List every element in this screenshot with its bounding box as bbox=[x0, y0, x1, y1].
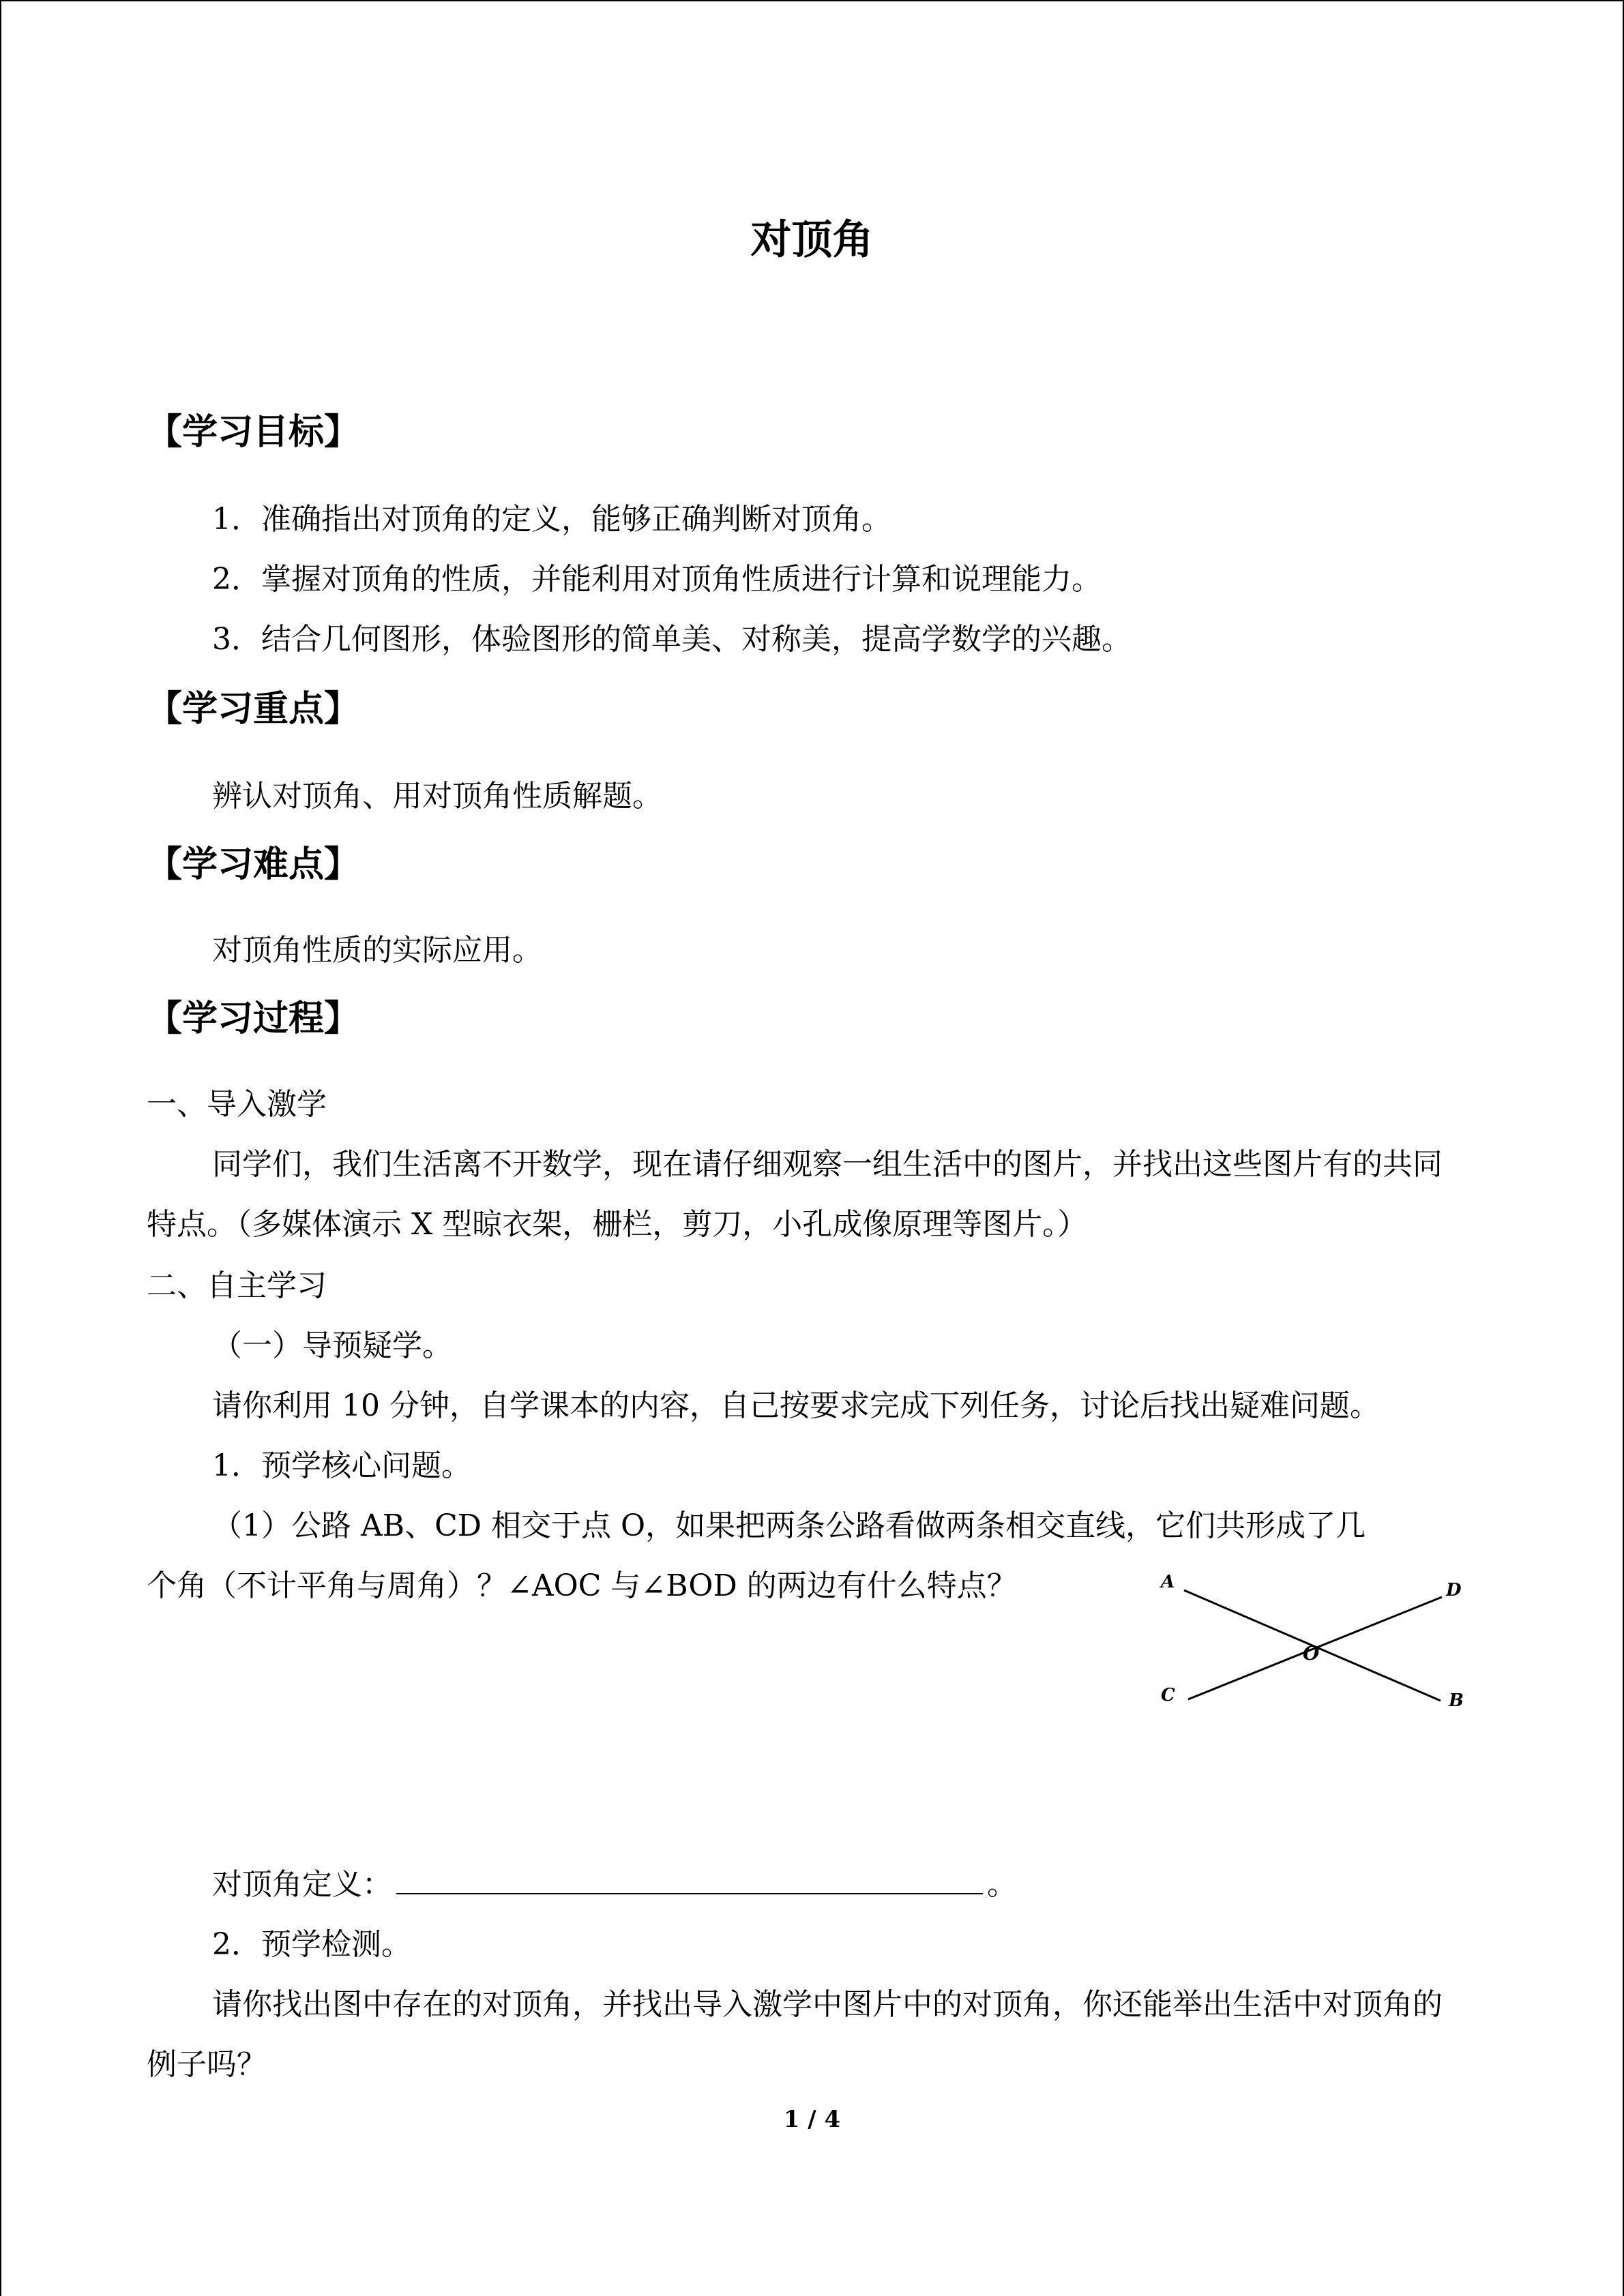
intersecting-lines-figure bbox=[1146, 1566, 1473, 1723]
difficulties-text: 对顶角性质的实际应用。 bbox=[212, 933, 542, 968]
definition-label: 对顶角定义： bbox=[212, 1867, 392, 1902]
label-o: O bbox=[1303, 1642, 1320, 1665]
page-title: 对顶角 bbox=[750, 216, 874, 264]
page-number: 1 / 4 bbox=[783, 2106, 841, 2133]
question-2-paragraph: 请你找出图中存在的对顶角，并找出导入激学中图片中的对顶角，你还能举出生活中对顶角的例子吗？ bbox=[147, 1987, 1443, 2082]
part2-title: 二、自主学习 bbox=[147, 1268, 327, 1303]
question-2-title: 2．预学检测。 bbox=[212, 1927, 411, 1962]
key-points-text: 辨认对顶角、用对顶角性质解题。 bbox=[212, 779, 662, 814]
definition-line bbox=[212, 1867, 1017, 1902]
question-1-title: 1．预学核心问题。 bbox=[212, 1448, 471, 1483]
instruction-text: 请你利用 10 分钟，自学课本的内容，自己按要求完成下列任务，讨论后找出疑难问题。 bbox=[212, 1388, 1380, 1423]
heading-process: 【学习过程】 bbox=[147, 998, 360, 1039]
heading-objectives: 【学习目标】 bbox=[147, 412, 360, 453]
label-b: B bbox=[1449, 1690, 1464, 1711]
heading-key-points: 【学习重点】 bbox=[147, 689, 360, 730]
definition-end: 。 bbox=[987, 1867, 1017, 1902]
label-c: C bbox=[1161, 1685, 1175, 1705]
label-d: D bbox=[1446, 1580, 1462, 1600]
definition-blank[interactable] bbox=[396, 1892, 983, 1894]
objective-item-2: 2．掌握对顶角的性质，并能利用对顶角性质进行计算和说理能力。 bbox=[212, 562, 1102, 597]
objective-item-3: 3．结合几何图形，体验图形的简单美、对称美，提高学数学的兴趣。 bbox=[212, 622, 1132, 657]
question-1-line-1: （1）公路 AB、CD 相交于点 O，如果把两条公路看做两条相交直线，它们共形成了几 bbox=[212, 1508, 1366, 1543]
objective-item-1: 1．准确指出对顶角的定义，能够正确判断对顶角。 bbox=[212, 502, 891, 537]
part1-paragraph: 同学们，我们生活离不开数学，现在请仔细观察一组生活中的图片，并找出这些图片有的共同特点。（多媒体演示 X 型晾衣架，栅栏，剪刀，小孔成像原理等图片。） bbox=[147, 1147, 1443, 1242]
part1-title: 一、导入激学 bbox=[147, 1087, 327, 1122]
question-1-line-2: 个角（不计平角与周角）？∠AOC 与∠BOD 的两边有什么特点？ bbox=[147, 1568, 1017, 1603]
heading-difficulties: 【学习难点】 bbox=[147, 844, 360, 885]
label-a: A bbox=[1161, 1572, 1175, 1592]
sub-section-1: （一）导预疑学。 bbox=[212, 1328, 452, 1363]
